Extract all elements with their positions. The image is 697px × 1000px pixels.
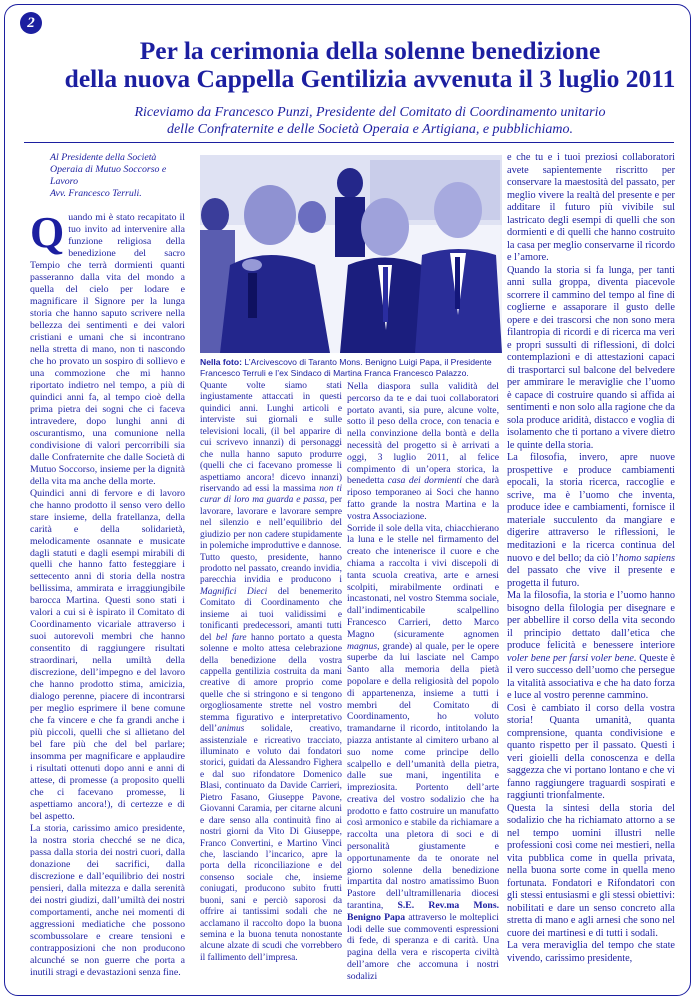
text-run: del passato che vive il presente e progetta il futuro. <box>507 565 675 589</box>
paragraph: Quando la storia si fa lunga, per tanti anni sulla groppa, diventa piacevole scorrere il cammino del tempo al fine di coglierne e assaporare il gusto delle opere e dei trascorsi che non sono mera filantropia di ricordi e di ricerca ma veri e propri sussulti di riflessioni, di dolci contemplazioni e di attestazioni capaci di trasportarci sul balcone del belvedere per ammirare le meraviglie che l’uomo è capace di costruire quando si affida ai sentimenti e non solo alla ragione che da sola produce aridità, distacco e voglia di isolamento che ti portano a vivere dietro le quinte della storia. <box>507 264 675 451</box>
italic-run: homo sapiens <box>618 552 675 564</box>
paragraph: Quindici anni di fervore e di lavoro che hanno prodotto il senso vero dello stare insieme, della fratellanza, della carità e della solidarietà, melodicamente osannate e musicate dagli statuti e dagli esempi mirabili di quelli che hanno fatto festeggiare i settecento anni di storia della nostra bellissima, ammirata e irraggiungibile barocca Martina. Questi sono stati i valori a cui si è ispirato il Comitato di Coordinamento vicariale attraverso i suoi autorevoli membri che hanno consentito di raggiungere risultati straordinari, nella umiltà della discrezione, dell’impegno e del lavoro che hanno prodotto stima, amicizia, dialogo perenne, piacere di incontrarsi per meglio esprimere il bene comune che fa vincere e che fa grandi anche i più piccoli, quelli che si allietano del bel fare più che del bel parlare; insomma per magnificare e applaudire i risultati ottenuti dopo anni e anni di attese, di promesse (a proposito quelli che ci facevano promesse, li aspettiamo ancora!), di certezze e di bel aspetto. <box>30 487 185 823</box>
italic-run: animus <box>217 724 245 735</box>
text-run: , grande) al quale, per le opere superbe da lui lasciate nel Campo Santo alla memoria della pietà popolare e della religiosità del popolo di appartenenza, insieme a tutti i membri del Comitato di Coordinamento, ho voluto tramandarne il ricordo, intitolando la piazza antistante al cimitero urbano al suo nome come principe dello scalpello e dell’umanità della pietra, dalle sue mani, ingentilita e impreziosita. Portento dell’arte creativa del vostro sodalizio che ha prodotto e fatto costruire un manufatto così armonico e stabile da richiamare a raccolta una pletora di soci e di personalità giustamente e opportunamente da te onorate nel giorno solenne della benedizione impartita dal nostro amatissimo Buon Pastore dell’ultramillenaria diocesi tarantina, <box>347 640 499 912</box>
paragraph-text: uando mi è stato recapitato il tuo invito ad intervenire alla funzione religiosa della benedizione del sacro Tempio che terrà dormienti quanti passeranno dalla vita del mondo a quella del cielo per lodare e magnificare il Signore per la lunga storia che hanno saputo scrivere nella bellezza dei sentimenti e dei valori cristiani e umani che si incontrano nella stretta di mano, non ti nascondo che ho provato un sospiro di sollievo e una commozione che mi hanno riportato indietro nel tempo, a più di quindici anni fa, al tempo cioè della prima pietra dei sogni che ci faceva intravedere, dopo lunghi anni di oscurantismo, una comunione nella condivisione di valori percorribili sia dalle Confraternite che dalle Società di Mutuo Soccorso, insieme per la dignità della vita ma anche della morte. <box>30 211 185 487</box>
paragraph: La vera meraviglia del tempo che state vivendo, carissimo presidente, <box>507 940 675 964</box>
italic-run: voler bene per farsi voler bene. <box>507 652 637 664</box>
text-run: attraverso le molteplici lodi delle sue commoventi espressioni di fede, di speranza e di carità. Una pagina della vera e riscoperta civiltà dell’amore che accomuna i nostri sodalizi <box>347 911 499 982</box>
italic-run: non ti curar di loro ma guarda e passa, <box>200 483 342 506</box>
paragraph <box>507 590 675 703</box>
paragraph: La storia, carissimo amico presidente, la nostra storia checché se ne dica, passa dalla storia dei nostri cuori, dalla donazione dei sacrifici, dalla discrezione e dall’equilibrio dei nostri pensieri, dalla mitezza e dalla serenità dei nostri giudizi, dall’umiltà dei nostri comportamenti, anche nei momenti di aggressioni mediatiche che possono scombussolare e creare tensioni e contrapposizioni che non producono alcunché se non guerre che porta a inutili stragi e devastazioni senza fine. <box>30 823 185 978</box>
header-divider <box>24 142 674 143</box>
subhead-line-1: Riceviamo da Francesco Punzi, Presidente del Comitato di Coordinamento unitario <box>134 105 606 120</box>
article-photo <box>200 155 502 353</box>
addressee-line-2: Operaia di Mutuo Soccorso e Lavoro <box>50 163 167 187</box>
article-headline <box>50 37 690 93</box>
subhead-line-2: delle Confraternite e delle Società Operaia e Artigiana, e pubblichiamo. <box>166 122 574 137</box>
text-run: Tutto questo, presidente, hanno prodotto nel passato, creando invidia, parecchia invidia e producono i <box>200 552 342 586</box>
text-run: del benemerito Comitato di Coordinamento che insieme ai tuoi validissimi e tonificanti predecessori, amanti tutti del <box>200 586 342 643</box>
italic-run: casa dei dormienti <box>387 475 462 487</box>
headline-line-1: Per la cerimonia della solenne benedizione <box>139 36 601 65</box>
paragraph <box>200 381 342 553</box>
text-run: Quante volte siamo stati ingiustamente attaccati in questi quindici anni. Lunghi articoli e interviste sui giornali e sulle televisioni locali, (il bel apparire di cui scrivevo innanzi) di personaggi che nulla hanno saputo produrre (quelli che ci facevano promesse li aspettiamo ancora! dicevo innanzi) riservando ad essi la massima <box>200 381 342 494</box>
addressee-line-1: Al Presidente della Società <box>50 152 157 163</box>
paragraph <box>507 452 675 590</box>
text-run: per lavorare, lavorare e lavorare sempre nel silenzio e nell’equilibrio del giudizio per non cadere stupidamente in polemiche improduttive e dannose. <box>200 495 342 552</box>
paragraph <box>200 553 342 965</box>
article-subhead <box>55 104 685 138</box>
text-run: Nella diaspora sulla validità del percorso da te e dai tuoi collaboratori portato avanti, sia pure, alcune volte, sotto il peso della croce, con tenacia e nella convinzione della bontà e della necessità del progetto si è arrivati a oggi, 3 luglio 2011, al felice compimento di un’opera storica, la benedetta <box>347 381 499 487</box>
page-number-badge: 2 <box>20 12 42 34</box>
photo-illustration <box>200 155 502 353</box>
caption-label: Nella foto: <box>200 357 243 367</box>
italic-run: magnus <box>347 640 378 652</box>
italic-run: Magnifici Dieci <box>200 586 268 597</box>
text-run: che darà riposo temporaneo ai Soci che hanno fatto grande la nostra Martina e la vostra Associazione. <box>347 475 499 522</box>
photo-caption <box>200 357 500 379</box>
text-run: solidale, creativo, assistenziale e ricreativo tracciato, illuminato e voluto dai fondatori storici, guidati da Alessandro Fighera e dal suo rifondatore Domenico Blasi, continuato da Davide Carrieri, Pietro Fasano, Giuseppe Pavone, Giovanni Caramia, per citarne alcuni e dare senso alla continuità fino ai nostri giorni da Vito Di Giuseppe, Franco Convertini, e Martino Vinci che, lasciando l’incarico, apre la porta della riconciliazione e del consenso sociale che, insieme coniugati, producono subito frutti buoni, sani e perciò saporosi da offrire ai tantissimi sodali che ne acclamano il raccolto dopo la buona semina e la buona tenuta nonostante alcune alzate di scudi che vorrebbero il fallimento dell’impresa. <box>200 724 342 963</box>
article-column-4 <box>507 152 675 966</box>
headline-line-2: della nuova Cappella Gentilizia avvenuta il 3 luglio 2011 <box>64 64 676 93</box>
article-column-3 <box>347 381 499 983</box>
article-column-2 <box>200 381 342 964</box>
text-run: hanno portato a questa solenne e molto attesa celebrazione della benedizione della vostra cappella gentilizia costruita da mani creative di amore proprio come quelle che si stringono e si tengono orgogliosamente strette nel vostro stemma figurativo e interpretativo dell’ <box>200 632 342 735</box>
article-column-1 <box>30 152 185 979</box>
paragraph: Così è cambiato il corso della vostra storia! Quanta umanità, quanta comprensione, quanta condivisione e quanto rispetto per il passato. Questi i veri gioielli della conoscenza e della saggezza che vi portano lontano e che vi fanno raggiungere traguardi sospirati e raggiunti trionfalmente. <box>507 702 675 802</box>
paragraph: Questa la sintesi della storia del sodalizio che ha richiamato attorno a se nel tempo uomini illustri nelle professioni così come nei mestieri, nella vita pubblica come in quella privata, nella buona sorte come in quella meno fortunata. Fondatori e Rifondatori con gli stessi entusiasmi e gli stessi obiettivi: nobilitati e dare un senso concreto alla stretta di mano e agli arnesi che sono nel cuore dei martinesi e di tutti i sodali. <box>507 802 675 939</box>
text-run: Sorride il sole della vita, chiacchierano la luna e le stelle nel firmamento del creato che intenerisce il cuore e che chiama a raccolta i vivi discepoli di tanta scuola creativa, arte e arnesi scolpiti, mirabilmente ordinati e incastonati, nel vostro Stemma sociale, dall’indimenticabile scalpellino Francesco Carrieri, detto Marco Magno (sicuramente agnomen <box>347 522 499 640</box>
paragraph <box>347 523 499 983</box>
caption-text: L’Arcivescovo di Taranto Mons. Benigno Luigi Papa, il Presidente Francesco Terruli e l’ex Sindaco di Martina Franca Francesco Palazzo. <box>200 357 492 378</box>
text-run: Queste è il vero successo dell’uomo che persegue la vitalità associativa e che ha dato forza e luce al vostro perenne cammino. <box>507 652 675 702</box>
addressee-line-3: Avv. Francesco Terruli. <box>50 187 142 199</box>
italic-run: bel fare <box>215 632 247 643</box>
bold-run: S.E. Rev.ma Mons. Benigno Papa <box>347 900 500 923</box>
text-run: Ma la filosofia, la storia e l’uomo hanno bisogno della filologia per disegnare e per abbellire il corso della vita secondo il principio dettato dall’etica che produce felicità e benessere interiore <box>507 590 675 652</box>
text-run: La filosofia, invero, apre nuove prospettive e produce cambiamenti epocali, la storia ricerca, raccoglie e scrive, ma è l’uomo che inventa, produce idee e cambiamenti, fornisce il materiale succulento da mangiare e digerire attraverso le riflessioni, le meditazioni e la ricerca continua del nuovo e del bello; da ciò l’ <box>507 452 675 564</box>
letter-addressee <box>30 152 185 200</box>
paragraph: e che tu e i tuoi preziosi collaboratori avete sapientemente riscritto per conservare la maestosità del passato, per meglio vivere la realtà del presente e per additare il futuro più vivibile sul lastricato degli esempi di quelli che son dormienti e di quelli che hanno costruito la casa per meglio conservarne il ricordo e l’amore. <box>507 152 675 264</box>
paragraph <box>347 381 499 523</box>
drop-cap: Q <box>30 207 65 257</box>
paragraph <box>30 207 185 488</box>
